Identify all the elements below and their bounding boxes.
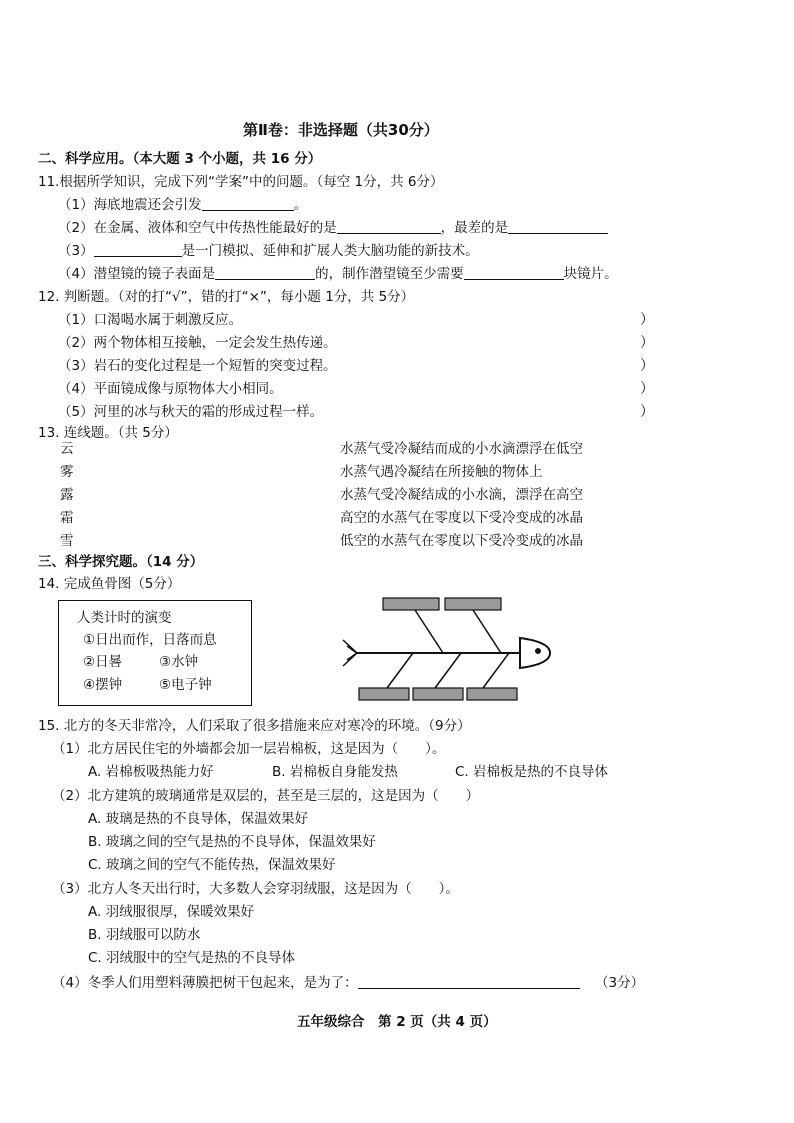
- fishbone-rib: [473, 610, 501, 653]
- q15-option[interactable]: B. 玻璃之间的空气是热的不良导体，保温效果好: [88, 834, 376, 850]
- q12-stem: 12. 判断题。（对的打“√”，错的打“×”，每小题 1分，共 5分）: [38, 289, 415, 305]
- q15-option[interactable]: A. 岩棉板吸热能力好: [88, 764, 214, 780]
- q11-s3-text: 是一门模拟、延伸和扩展人类大脑功能的新技术。: [181, 243, 479, 259]
- match-right-item[interactable]: 高空的水蒸气在零度以下受冷变成的冰晶: [340, 510, 583, 526]
- fish-tail: [343, 640, 357, 666]
- q11-s2: [58, 219, 608, 237]
- match-left-item[interactable]: 云: [60, 441, 74, 457]
- box-item: ④摆钟: [83, 677, 123, 693]
- section3-heading: 三、科学探究题。（14 分）: [38, 554, 204, 570]
- q15-part4: [52, 974, 580, 992]
- fishbone-rib: [483, 653, 509, 688]
- fishbone-answer-box[interactable]: [383, 598, 439, 610]
- answer-blank[interactable]: [202, 196, 294, 211]
- answer-paren[interactable]: ）: [640, 358, 654, 374]
- match-left-item[interactable]: 雾: [60, 464, 74, 480]
- answer-blank[interactable]: [358, 974, 580, 989]
- q15-part4-text: （4）冬季人们用塑料薄膜把树干包起来，是为了：: [52, 975, 358, 991]
- fishbone-rib: [415, 610, 443, 653]
- timekeeping-box: [58, 600, 252, 706]
- answer-paren[interactable]: ）: [640, 404, 654, 420]
- match-right-item[interactable]: 水蒸气遇冷凝结在所接触的物体上: [340, 464, 543, 480]
- q15-part1: （1）北方居民住宅的外墙都会加一层岩棉板，这是因为（ ）。: [52, 741, 446, 757]
- q11-s4: [58, 265, 618, 283]
- q15-part4-score: （3分）: [595, 975, 645, 991]
- q15-option[interactable]: C. 玻璃之间的空气不能传热，保温效果好: [88, 857, 336, 873]
- box-item: ①日出而作，日落而息: [83, 632, 217, 648]
- q11-s4-mid: 的，制作潜望镜至少需要: [315, 266, 464, 282]
- answer-blank[interactable]: [464, 265, 564, 280]
- q11-s3-num: （3）: [58, 243, 94, 259]
- answer-paren[interactable]: ）: [640, 381, 654, 397]
- answer-paren[interactable]: ）: [640, 335, 654, 351]
- q11-s4-end: 块镜片。: [563, 266, 618, 282]
- q15-option[interactable]: B. 岩棉板自身能发热: [272, 764, 398, 780]
- fishbone-rib: [387, 653, 413, 688]
- fish-head: [520, 638, 550, 668]
- q12-item: （2）两个物体相互接触，一定会发生热传递。: [58, 335, 337, 351]
- part-title: 第Ⅱ卷：非选择题（共30分）: [243, 121, 439, 139]
- q15-option[interactable]: C. 羽绒服中的空气是热的不良导体: [88, 950, 296, 966]
- section2-heading: 二、科学应用。（本大题 3 个小题，共 16 分）: [38, 151, 322, 167]
- q15-option[interactable]: C. 岩棉板是热的不良导体: [455, 764, 609, 780]
- match-left-item[interactable]: 雪: [60, 533, 74, 549]
- q15-part2: （2）北方建筑的玻璃通常是双层的，甚至是三层的，这是因为（ ）: [52, 788, 480, 804]
- q15-part3: （3）北方人冬天出行时，大多数人会穿羽绒服，这是因为（ ）。: [52, 881, 459, 897]
- match-right-item[interactable]: 低空的水蒸气在零度以下受冷变成的冰晶: [340, 533, 583, 549]
- q11-stem: 11.根据所学知识，完成下列“学案”中的问题。（每空 1分，共 6分）: [38, 174, 444, 190]
- page-footer: 五年级综合 第 2 页（共 4 页）: [297, 1014, 497, 1030]
- fishbone-rib: [435, 653, 461, 688]
- answer-paren[interactable]: ）: [640, 312, 654, 328]
- q11-s1-text: （1）海底地震还会引发: [58, 197, 202, 213]
- match-left-item[interactable]: 霜: [60, 510, 74, 526]
- answer-blank[interactable]: [94, 242, 182, 257]
- fishbone-answer-box[interactable]: [445, 598, 501, 610]
- match-left-item[interactable]: 露: [60, 487, 74, 503]
- answer-blank[interactable]: [337, 219, 441, 234]
- fish-eye: [535, 648, 541, 654]
- q13-stem: 13. 连线题。（共 5分）: [38, 425, 178, 441]
- q12-item: （5）河里的冰与秋天的霜的形成过程一样。: [58, 404, 324, 420]
- fishbone-answer-box[interactable]: [359, 688, 409, 700]
- answer-blank[interactable]: [508, 219, 608, 234]
- box-item: ③水钟: [159, 654, 199, 670]
- box-item: ②日晷: [83, 654, 123, 670]
- q11-s1-end: 。: [293, 197, 308, 213]
- q12-item: （3）岩石的变化过程是一个短暂的突变过程。: [58, 358, 337, 374]
- q11-s1: [58, 196, 307, 214]
- match-right-item[interactable]: 水蒸气受冷凝结成的小水滴，漂浮在高空: [340, 487, 583, 503]
- box-title: 人类计时的演变: [77, 610, 172, 626]
- q15-option[interactable]: A. 玻璃是热的不良导体，保温效果好: [88, 811, 309, 827]
- box-item: ⑤电子钟: [159, 677, 212, 693]
- fishbone-diagram: [335, 590, 560, 710]
- q11-s4-text: （4）潜望镜的镜子表面是: [58, 266, 216, 282]
- fishbone-answer-box[interactable]: [413, 688, 463, 700]
- q12-item: （4）平面镜成像与原物体大小相同。: [58, 381, 283, 397]
- q11-s3: [58, 242, 479, 260]
- fishbone-answer-box[interactable]: [467, 688, 517, 700]
- q14-stem: 14. 完成鱼骨图（5分）: [38, 576, 181, 592]
- q11-s2-text: （2）在金属、液体和空气中传热性能最好的是: [58, 220, 337, 236]
- q11-s2-mid: ，最差的是: [440, 220, 509, 236]
- q15-option[interactable]: B. 羽绒服可以防水: [88, 927, 201, 943]
- match-right-item[interactable]: 水蒸气受冷凝结而成的小水滴漂浮在低空: [340, 441, 583, 457]
- q15-option[interactable]: A. 羽绒服很厚，保暖效果好: [88, 904, 255, 920]
- answer-blank[interactable]: [215, 265, 315, 280]
- q12-item: （1）口渴喝水属于刺激反应。: [58, 312, 243, 328]
- q15-stem: 15. 北方的冬天非常冷，人们采取了很多措施来应对寒冷的环境。（9分）: [38, 718, 471, 734]
